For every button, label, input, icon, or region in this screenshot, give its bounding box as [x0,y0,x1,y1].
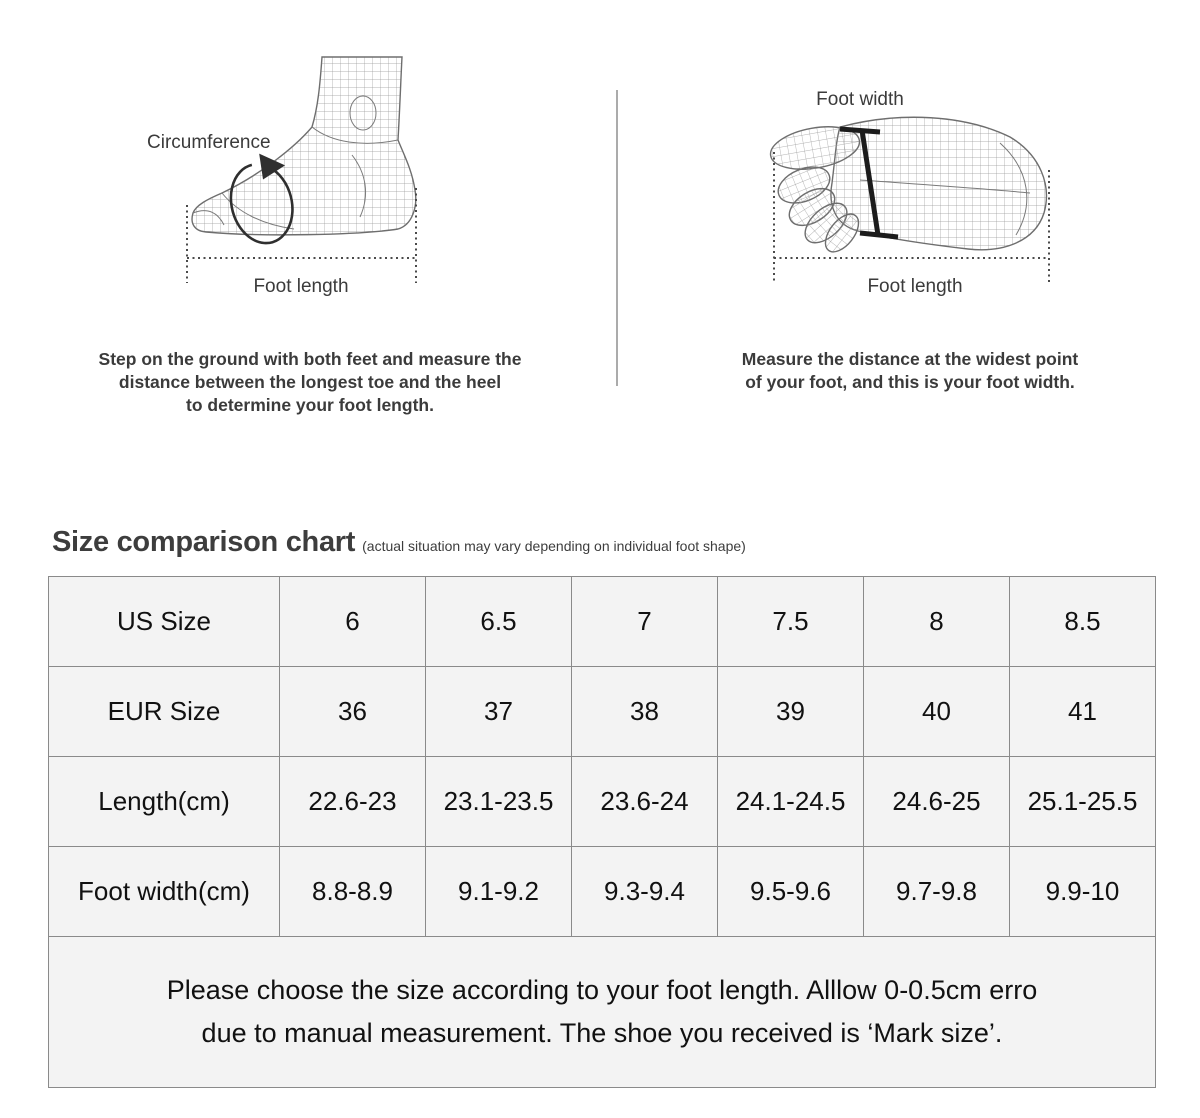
foot-width-value: 9.3-9.4 [572,847,718,937]
table-row-note [49,937,1156,1088]
eur-size-value: 41 [1010,667,1156,757]
length-value: 23.1-23.5 [426,757,572,847]
size-note-line: Please choose the size according to your foot length. Alllow 0-0.5cm erro [166,975,1038,1005]
left-caption-line: Step on the ground with both feet and measure the [98,349,522,369]
foot-width-value: 9.7-9.8 [864,847,1010,937]
foot-width-label: Foot width [816,89,904,110]
us-size-value: 6.5 [426,577,572,667]
page-subtitle: (actual situation may vary depending on individual foot shape) [362,538,746,554]
size-chart-heading [52,526,746,559]
us-size-value: 6 [280,577,426,667]
foot-width-value: 9.1-9.2 [426,847,572,937]
length-value: 23.6-24 [572,757,718,847]
left-caption [40,348,580,417]
eur-size-value: 37 [426,667,572,757]
table-row-us-size [49,577,1156,667]
section-divider [616,90,618,386]
right-caption-line: Measure the distance at the widest point [741,349,1079,369]
foot-length-label-right: Foot length [867,276,963,297]
row-label-length: Length(cm) [49,757,280,847]
foot-side-view-diagram [60,55,560,305]
page-title: Size comparison chart [52,526,356,558]
row-label-us-size: US Size [49,577,280,667]
table-row-length [49,757,1156,847]
row-label-foot-width: Foot width(cm) [49,847,280,937]
size-comparison-table [48,576,1156,1088]
length-value: 24.1-24.5 [718,757,864,847]
eur-size-value: 36 [280,667,426,757]
size-note-line: due to manual measurement. The shoe you received is ‘Mark size’. [201,1018,1003,1048]
us-size-value: 8.5 [1010,577,1156,667]
table-row-eur-size [49,667,1156,757]
right-caption [700,348,1120,394]
length-value: 22.6-23 [280,757,426,847]
size-note [49,937,1156,1088]
left-caption-line: to determine your foot length. [186,395,434,415]
foot-width-value: 9.9-10 [1010,847,1156,937]
eur-size-value: 40 [864,667,1010,757]
eur-size-value: 38 [572,667,718,757]
foot-width-value: 9.5-9.6 [718,847,864,937]
circumference-label: Circumference [147,132,271,153]
us-size-value: 7.5 [718,577,864,667]
eur-size-value: 39 [718,667,864,757]
foot-width-value: 8.8-8.9 [280,847,426,937]
length-value: 25.1-25.5 [1010,757,1156,847]
left-caption-line: distance between the longest toe and the heel [118,372,502,392]
foot-length-label-left: Foot length [253,276,349,297]
table-row-foot-width [49,847,1156,937]
us-size-value: 8 [864,577,1010,667]
length-value: 24.6-25 [864,757,1010,847]
foot-top-view-diagram [700,85,1120,300]
row-label-eur-size: EUR Size [49,667,280,757]
right-caption-line: of your foot, and this is your foot width. [745,372,1075,392]
us-size-value: 7 [572,577,718,667]
